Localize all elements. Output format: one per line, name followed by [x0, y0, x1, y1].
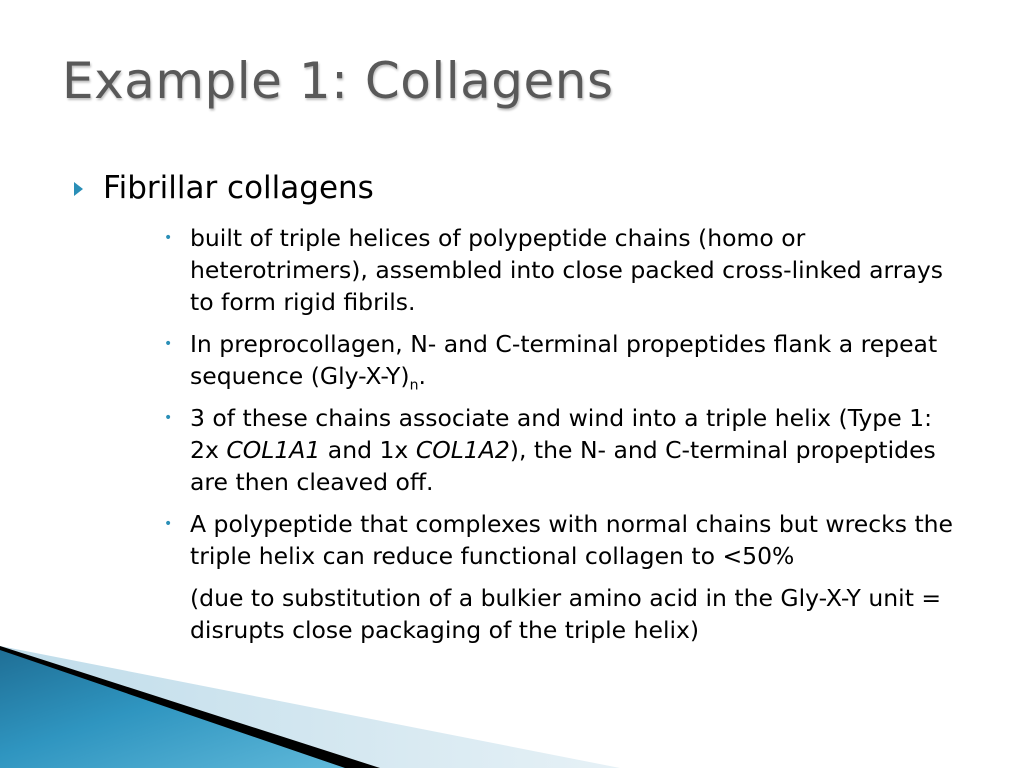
- bullet-note: (due to substitution of a bulkier amino acid in the Gly-X-Y unit = disrupts close packaging of the triple helix): [190, 584, 942, 644]
- list-item: [164, 508, 964, 572]
- gene-name: COL1A2: [415, 436, 510, 464]
- bullet-text-part: .: [418, 362, 426, 390]
- level1-bullet: [74, 170, 374, 206]
- bullet-text-part: 3 of these chains associate and wind into a triple helix (Type 1: 2x: [190, 404, 933, 464]
- sub-bullet-list: [164, 222, 964, 646]
- bullet-text-part: In preprocollagen, N- and C-terminal propeptides flank a repeat sequence (Gly-X-Y): [190, 330, 938, 390]
- list-item: [164, 328, 964, 392]
- dot-bullet-icon: •: [164, 230, 173, 246]
- gene-name: COL1A1: [226, 436, 321, 464]
- list-item: [164, 222, 964, 318]
- slide-title: Example 1: Collagens: [62, 52, 614, 110]
- bullet-text: [190, 328, 964, 392]
- list-item: [164, 402, 964, 498]
- level1-heading: Fibrillar collagens: [103, 170, 374, 206]
- bullet-text-part: ), the N- and C-terminal propeptides are then cleaved off.: [190, 436, 936, 496]
- triangle-bullet-icon: [74, 182, 83, 196]
- bullet-text-part: and 1x: [320, 436, 416, 464]
- bullet-text: [190, 402, 964, 498]
- bullet-text: A polypeptide that complexes with normal chains but wrecks the triple helix can reduce functional collagen to <50%: [190, 510, 954, 570]
- corner-decoration: [0, 646, 620, 768]
- subscript-n: n: [409, 377, 419, 394]
- bullet-text: built of triple helices of polypeptide chains (homo or heterotrimers), assembled into close packed cross-linked arrays to form rigid fibrils.: [190, 224, 944, 316]
- dot-bullet-icon: •: [164, 410, 173, 426]
- dot-bullet-icon: •: [164, 336, 173, 352]
- dot-bullet-icon: •: [164, 516, 173, 532]
